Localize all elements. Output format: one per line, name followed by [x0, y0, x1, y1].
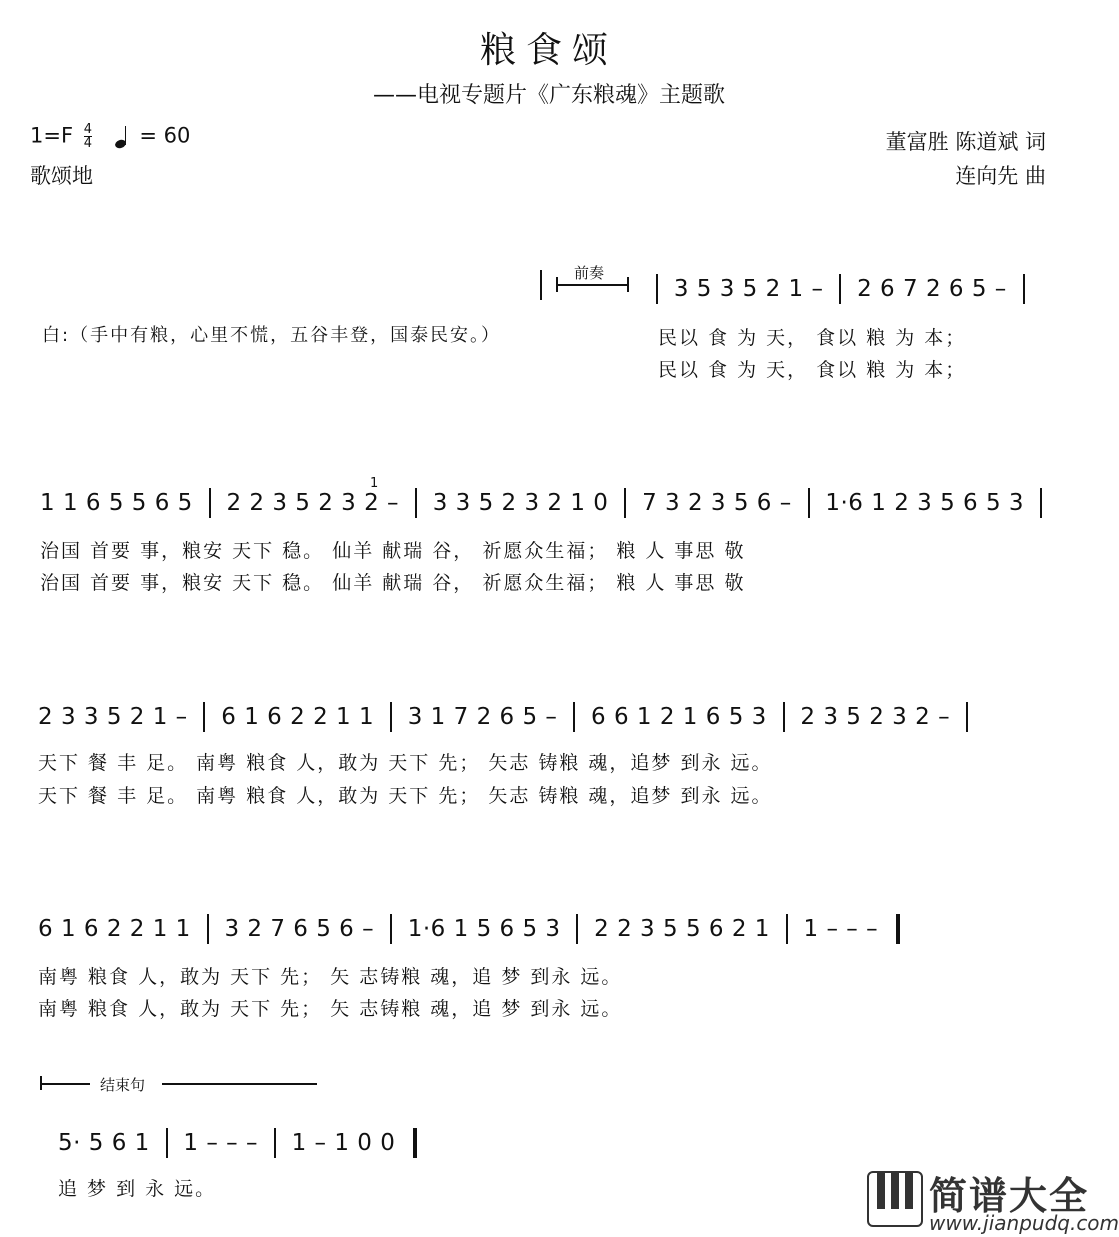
measure-8: 2 3 3 5 2 1 – [38, 703, 188, 730]
measure-1: 3 5 3 5 2 1 – [673, 275, 824, 302]
barline [966, 702, 968, 732]
barline [573, 702, 575, 732]
barline [390, 914, 392, 944]
grace-note: 1 [370, 476, 379, 491]
watermark-url: www.jianpudq.com [929, 1211, 1119, 1235]
barline [783, 702, 785, 732]
coda-bracket-line-left [40, 1083, 90, 1085]
staff-line-1 [648, 274, 1033, 314]
measure-6: 7 3 2 3 5 6 – [642, 489, 792, 516]
intro-bar-left [540, 270, 542, 300]
barline [390, 702, 392, 732]
measure-3: 1 1 6 5 5 6 5 [40, 489, 193, 516]
measure-13: 6 1 6 2 2 1 1 [38, 915, 191, 942]
measure-14: 3 2 7 6 5 6 – [224, 915, 375, 942]
barline [1040, 488, 1042, 518]
lyric-line-4-verse-2: 南粤 粮食 人，敢为 天下 先； 矢 志铸粮 魂，追 梦 到永 远。 [38, 998, 623, 1020]
measure-11: 6 6 1 2 1 6 5 3 [591, 703, 767, 730]
measure-2: 2 6 7 2 6 5 – [857, 275, 1007, 302]
lyric-line-3-verse-2: 天下 餐 丰 足。 南粤 粮食 人，敢为 天下 先； 矢志 铸粮 魂，追梦 到永 远。 [38, 785, 773, 807]
barline [808, 488, 810, 518]
lyric-line-3-verse-1: 天下 餐 丰 足。 南粤 粮食 人，敢为 天下 先； 矢志 铸粮 魂，追梦 到永 远。 [38, 752, 773, 774]
lyric-line-2-verse-1: 治国 首要 事，粮安 天下 稳。 仙羊 献瑞 谷， 祈愿众生福； 粮 人 事思 敬 [40, 540, 746, 562]
lyric-line-1-verse-2: 民以 食 为 天， 食以 粮 为 本； [658, 359, 967, 381]
lyric-line-1-verse-1: 民以 食 为 天， 食以 粮 为 本； [658, 327, 967, 349]
barline [839, 274, 841, 304]
measure-9: 6 1 6 2 2 1 1 [221, 703, 375, 730]
intro-bracket-end-right [627, 277, 629, 292]
measure-5: 3 3 5 2 3 2 1 0 [432, 489, 609, 516]
barline [203, 702, 205, 732]
barline [1023, 274, 1025, 304]
measure-7: 1·6 1 2 3 5 6 5 3 [825, 489, 1025, 516]
piano-logo-icon [867, 1171, 923, 1227]
barline [415, 488, 417, 518]
measure-coda-1: 5· 5 6 1 [58, 1129, 150, 1156]
watermark-brand: 简谱大全 [929, 1174, 1090, 1218]
measure-16: 2 2 3 5 5 6 2 1 [594, 915, 770, 942]
measure-coda-3: 1 – 1 0 0 [291, 1129, 396, 1156]
staff-line-4 [38, 914, 908, 954]
intro-label: 前奏 [574, 264, 605, 282]
style-marking: 歌颂地 [30, 164, 93, 188]
final-barline [896, 914, 900, 944]
tempo-marking: = 60 [139, 123, 191, 148]
measure-17: 1 – – – [803, 915, 879, 942]
staff-line-coda [58, 1128, 425, 1168]
barline [786, 914, 788, 944]
lyricist-credit: 董富胜 陈道斌 词 [885, 130, 1046, 154]
time-signature [84, 123, 92, 150]
key-signature: 1=F [30, 123, 74, 148]
page-subtitle: ——电视专题片《广东粮魂》主题歌 [372, 83, 725, 108]
watermark [867, 1165, 1119, 1235]
final-barline [413, 1128, 417, 1158]
staff-line-2 [40, 488, 1050, 528]
measure-coda-2: 1 – – – [183, 1129, 258, 1156]
measure-15: 1·6 1 5 6 5 3 [407, 915, 561, 942]
measure-10: 3 1 7 2 6 5 – [407, 703, 558, 730]
lyric-line-4-verse-1: 南粤 粮食 人，敢为 天下 先； 矢 志铸粮 魂，追 梦 到永 远。 [38, 966, 623, 988]
barline [656, 274, 658, 304]
coda-bracket-line-right [162, 1083, 317, 1085]
time-denominator: 4 [83, 136, 93, 151]
time-numerator: 4 [83, 122, 93, 137]
spoken-intro: 白:（手中有粮，心里不慌，五谷丰登，国泰民安。） [42, 325, 502, 346]
barline [624, 488, 626, 518]
key-signature-block [30, 123, 190, 150]
composer-credit: 连向先 曲 [955, 164, 1046, 188]
barline [576, 914, 578, 944]
measure-12: 2 3 5 2 3 2 – [800, 703, 951, 730]
lyric-coda: 追 梦 到 永 远。 [58, 1178, 217, 1200]
page-title: 粮食颂 [479, 30, 618, 71]
barline [209, 488, 211, 518]
intro-bracket-line [556, 284, 628, 286]
intro-bracket-end-left [556, 277, 558, 292]
barline [274, 1128, 276, 1158]
barline [166, 1128, 168, 1158]
lyric-line-2-verse-2: 治国 首要 事，粮安 天下 稳。 仙羊 献瑞 谷， 祈愿众生福； 粮 人 事思 敬 [40, 572, 746, 594]
coda-label: 结束句 [100, 1076, 146, 1094]
measure-4: 2 2 3 5 2 3 2 – [226, 489, 400, 516]
staff-line-3 [38, 702, 976, 742]
quarter-note-icon [115, 126, 129, 148]
barline [207, 914, 209, 944]
